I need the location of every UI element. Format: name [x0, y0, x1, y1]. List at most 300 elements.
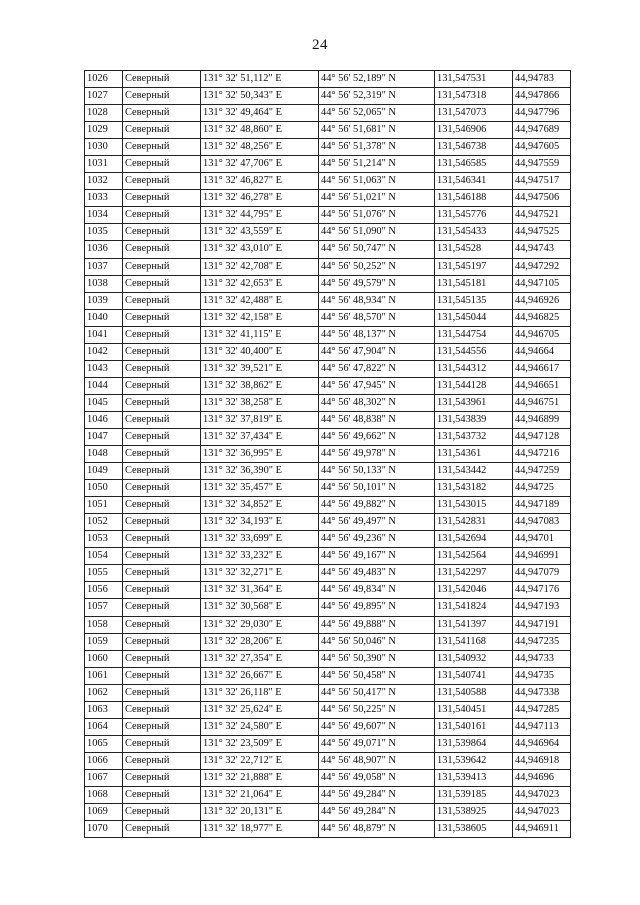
point-number-cell: 1034: [85, 207, 123, 224]
latitude-dms-cell: 44° 56' 50,225" N: [319, 701, 435, 718]
longitude-decimal-cell: 131,547531: [435, 71, 513, 88]
latitude-dms-cell: 44° 56' 49,895" N: [319, 599, 435, 616]
latitude-decimal-cell: 44,947128: [513, 428, 571, 445]
latitude-decimal-cell: 44,947193: [513, 599, 571, 616]
longitude-dms-cell: 131° 32' 51,112" E: [201, 71, 319, 88]
latitude-decimal-cell: 44,947689: [513, 122, 571, 139]
longitude-decimal-cell: 131,545044: [435, 309, 513, 326]
latitude-dms-cell: 44° 56' 49,071" N: [319, 735, 435, 752]
table-row: [85, 224, 571, 241]
latitude-dms-cell: 44° 56' 50,747" N: [319, 241, 435, 258]
longitude-decimal-cell: 131,539642: [435, 752, 513, 769]
latitude-dms-cell: 44° 56' 51,214" N: [319, 156, 435, 173]
direction-cell: Северный: [123, 633, 201, 650]
direction-cell: Северный: [123, 804, 201, 821]
point-number-cell: 1069: [85, 804, 123, 821]
longitude-dms-cell: 131° 32' 50,343" E: [201, 88, 319, 105]
latitude-decimal-cell: 44,947866: [513, 88, 571, 105]
longitude-dms-cell: 131° 32' 42,653" E: [201, 275, 319, 292]
table-row: [85, 105, 571, 122]
latitude-decimal-cell: 44,946964: [513, 735, 571, 752]
longitude-decimal-cell: 131,544312: [435, 360, 513, 377]
latitude-dms-cell: 44° 56' 49,834" N: [319, 582, 435, 599]
longitude-decimal-cell: 131,539413: [435, 769, 513, 786]
table-row: [85, 531, 571, 548]
longitude-dms-cell: 131° 32' 34,193" E: [201, 514, 319, 531]
table-row: [85, 156, 571, 173]
table-row: [85, 582, 571, 599]
latitude-decimal-cell: 44,947506: [513, 190, 571, 207]
longitude-dms-cell: 131° 32' 46,827" E: [201, 173, 319, 190]
longitude-decimal-cell: 131,543442: [435, 463, 513, 480]
longitude-decimal-cell: 131,547073: [435, 105, 513, 122]
longitude-decimal-cell: 131,545776: [435, 207, 513, 224]
latitude-dms-cell: 44° 56' 51,378" N: [319, 139, 435, 156]
latitude-decimal-cell: 44,947517: [513, 173, 571, 190]
latitude-decimal-cell: 44,946899: [513, 411, 571, 428]
longitude-dms-cell: 131° 32' 37,434" E: [201, 428, 319, 445]
latitude-decimal-cell: 44,94743: [513, 241, 571, 258]
point-number-cell: 1050: [85, 480, 123, 497]
latitude-decimal-cell: 44,947235: [513, 633, 571, 650]
latitude-decimal-cell: 44,947559: [513, 156, 571, 173]
table-row: [85, 821, 571, 838]
point-number-cell: 1041: [85, 326, 123, 343]
latitude-dms-cell: 44° 56' 52,319" N: [319, 88, 435, 105]
direction-cell: Северный: [123, 139, 201, 156]
point-number-cell: 1059: [85, 633, 123, 650]
latitude-decimal-cell: 44,946926: [513, 292, 571, 309]
latitude-dms-cell: 44° 56' 48,934" N: [319, 292, 435, 309]
longitude-dms-cell: 131° 32' 28,206" E: [201, 633, 319, 650]
latitude-dms-cell: 44° 56' 51,090" N: [319, 224, 435, 241]
point-number-cell: 1054: [85, 548, 123, 565]
longitude-dms-cell: 131° 32' 27,354" E: [201, 650, 319, 667]
direction-cell: Северный: [123, 565, 201, 582]
table-row: [85, 786, 571, 803]
point-number-cell: 1029: [85, 122, 123, 139]
longitude-decimal-cell: 131,543015: [435, 497, 513, 514]
longitude-decimal-cell: 131,540451: [435, 701, 513, 718]
direction-cell: Северный: [123, 343, 201, 360]
point-number-cell: 1066: [85, 752, 123, 769]
longitude-dms-cell: 131° 32' 35,457" E: [201, 480, 319, 497]
latitude-dms-cell: 44° 56' 49,882" N: [319, 497, 435, 514]
longitude-dms-cell: 131° 32' 36,390" E: [201, 463, 319, 480]
table-row: [85, 122, 571, 139]
direction-cell: Северный: [123, 258, 201, 275]
direction-cell: Северный: [123, 667, 201, 684]
longitude-decimal-cell: 131,546188: [435, 190, 513, 207]
table-row: [85, 565, 571, 582]
latitude-decimal-cell: 44,947189: [513, 497, 571, 514]
longitude-decimal-cell: 131,543961: [435, 394, 513, 411]
table-row: [85, 343, 571, 360]
point-number-cell: 1027: [85, 88, 123, 105]
point-number-cell: 1051: [85, 497, 123, 514]
latitude-dms-cell: 44° 56' 48,907" N: [319, 752, 435, 769]
latitude-dms-cell: 44° 56' 51,681" N: [319, 122, 435, 139]
point-number-cell: 1039: [85, 292, 123, 309]
latitude-decimal-cell: 44,947521: [513, 207, 571, 224]
latitude-dms-cell: 44° 56' 49,167" N: [319, 548, 435, 565]
latitude-decimal-cell: 44,947216: [513, 446, 571, 463]
table-row: [85, 769, 571, 786]
longitude-dms-cell: 131° 32' 44,795" E: [201, 207, 319, 224]
longitude-decimal-cell: 131,545197: [435, 258, 513, 275]
direction-cell: Северный: [123, 548, 201, 565]
latitude-decimal-cell: 44,947176: [513, 582, 571, 599]
coordinates-table: [84, 70, 571, 838]
longitude-dms-cell: 131° 32' 43,010" E: [201, 241, 319, 258]
latitude-dms-cell: 44° 56' 48,838" N: [319, 411, 435, 428]
latitude-dms-cell: 44° 56' 49,662" N: [319, 428, 435, 445]
latitude-decimal-cell: 44,947285: [513, 701, 571, 718]
direction-cell: Северный: [123, 411, 201, 428]
latitude-dms-cell: 44° 56' 49,497" N: [319, 514, 435, 531]
page-number: 24: [312, 37, 328, 53]
latitude-decimal-cell: 44,947525: [513, 224, 571, 241]
longitude-decimal-cell: 131,540932: [435, 650, 513, 667]
longitude-dms-cell: 131° 32' 38,258" E: [201, 394, 319, 411]
direction-cell: Северный: [123, 650, 201, 667]
table-row: [85, 71, 571, 88]
direction-cell: Северный: [123, 428, 201, 445]
direction-cell: Северный: [123, 122, 201, 139]
direction-cell: Северный: [123, 718, 201, 735]
latitude-dms-cell: 44° 56' 48,137" N: [319, 326, 435, 343]
latitude-decimal-cell: 44,946705: [513, 326, 571, 343]
latitude-decimal-cell: 44,94735: [513, 667, 571, 684]
latitude-decimal-cell: 44,947083: [513, 514, 571, 531]
longitude-decimal-cell: 131,542831: [435, 514, 513, 531]
longitude-decimal-cell: 131,538605: [435, 821, 513, 838]
direction-cell: Северный: [123, 480, 201, 497]
longitude-decimal-cell: 131,539185: [435, 786, 513, 803]
point-number-cell: 1043: [85, 360, 123, 377]
longitude-decimal-cell: 131,544556: [435, 343, 513, 360]
longitude-decimal-cell: 131,546738: [435, 139, 513, 156]
point-number-cell: 1042: [85, 343, 123, 360]
table-row: [85, 804, 571, 821]
table-row: [85, 377, 571, 394]
point-number-cell: 1064: [85, 718, 123, 735]
latitude-dms-cell: 44° 56' 48,302" N: [319, 394, 435, 411]
longitude-decimal-cell: 131,540741: [435, 667, 513, 684]
latitude-decimal-cell: 44,947605: [513, 139, 571, 156]
latitude-dms-cell: 44° 56' 47,945" N: [319, 377, 435, 394]
table-row: [85, 701, 571, 718]
direction-cell: Северный: [123, 582, 201, 599]
longitude-dms-cell: 131° 32' 26,667" E: [201, 667, 319, 684]
longitude-dms-cell: 131° 32' 21,888" E: [201, 769, 319, 786]
direction-cell: Северный: [123, 105, 201, 122]
table-row: [85, 616, 571, 633]
latitude-dms-cell: 44° 56' 48,570" N: [319, 309, 435, 326]
longitude-dms-cell: 131° 32' 36,995" E: [201, 446, 319, 463]
point-number-cell: 1028: [85, 105, 123, 122]
latitude-dms-cell: 44° 56' 51,021" N: [319, 190, 435, 207]
point-number-cell: 1068: [85, 786, 123, 803]
point-number-cell: 1032: [85, 173, 123, 190]
point-number-cell: 1060: [85, 650, 123, 667]
point-number-cell: 1033: [85, 190, 123, 207]
point-number-cell: 1030: [85, 139, 123, 156]
direction-cell: Северный: [123, 326, 201, 343]
point-number-cell: 1063: [85, 701, 123, 718]
latitude-dms-cell: 44° 56' 49,607" N: [319, 718, 435, 735]
longitude-dms-cell: 131° 32' 42,708" E: [201, 258, 319, 275]
point-number-cell: 1049: [85, 463, 123, 480]
latitude-decimal-cell: 44,947259: [513, 463, 571, 480]
point-number-cell: 1058: [85, 616, 123, 633]
table-row: [85, 190, 571, 207]
point-number-cell: 1061: [85, 667, 123, 684]
latitude-dms-cell: 44° 56' 52,189" N: [319, 71, 435, 88]
table-row: [85, 752, 571, 769]
longitude-dms-cell: 131° 32' 47,706" E: [201, 156, 319, 173]
longitude-decimal-cell: 131,544128: [435, 377, 513, 394]
point-number-cell: 1037: [85, 258, 123, 275]
point-number-cell: 1053: [85, 531, 123, 548]
table-row: [85, 480, 571, 497]
longitude-decimal-cell: 131,541824: [435, 599, 513, 616]
table-row: [85, 514, 571, 531]
direction-cell: Северный: [123, 514, 201, 531]
direction-cell: Северный: [123, 275, 201, 292]
point-number-cell: 1052: [85, 514, 123, 531]
longitude-dms-cell: 131° 32' 40,400" E: [201, 343, 319, 360]
latitude-dms-cell: 44° 56' 49,579" N: [319, 275, 435, 292]
point-number-cell: 1057: [85, 599, 123, 616]
table-row: [85, 360, 571, 377]
latitude-decimal-cell: 44,947105: [513, 275, 571, 292]
direction-cell: Северный: [123, 497, 201, 514]
point-number-cell: 1062: [85, 684, 123, 701]
longitude-decimal-cell: 131,54361: [435, 446, 513, 463]
direction-cell: Северный: [123, 309, 201, 326]
table-row: [85, 394, 571, 411]
point-number-cell: 1045: [85, 394, 123, 411]
longitude-decimal-cell: 131,547318: [435, 88, 513, 105]
table-row: [85, 326, 571, 343]
longitude-decimal-cell: 131,546585: [435, 156, 513, 173]
coordinates-table-body: [85, 71, 571, 838]
direction-cell: Северный: [123, 446, 201, 463]
longitude-decimal-cell: 131,545433: [435, 224, 513, 241]
point-number-cell: 1026: [85, 71, 123, 88]
latitude-dms-cell: 44° 56' 49,284" N: [319, 804, 435, 821]
latitude-decimal-cell: 44,947796: [513, 105, 571, 122]
table-row: [85, 548, 571, 565]
latitude-dms-cell: 44° 56' 48,879" N: [319, 821, 435, 838]
table-row: [85, 88, 571, 105]
longitude-dms-cell: 131° 32' 37,819" E: [201, 411, 319, 428]
table-row: [85, 684, 571, 701]
point-number-cell: 1036: [85, 241, 123, 258]
longitude-dms-cell: 131° 32' 41,115" E: [201, 326, 319, 343]
table-row: [85, 718, 571, 735]
latitude-dms-cell: 44° 56' 49,236" N: [319, 531, 435, 548]
direction-cell: Северный: [123, 207, 201, 224]
direction-cell: Северный: [123, 735, 201, 752]
latitude-decimal-cell: 44,947191: [513, 616, 571, 633]
point-number-cell: 1055: [85, 565, 123, 582]
latitude-decimal-cell: 44,946918: [513, 752, 571, 769]
longitude-decimal-cell: 131,542046: [435, 582, 513, 599]
latitude-decimal-cell: 44,94783: [513, 71, 571, 88]
longitude-decimal-cell: 131,542297: [435, 565, 513, 582]
longitude-dms-cell: 131° 32' 20,131" E: [201, 804, 319, 821]
point-number-cell: 1048: [85, 446, 123, 463]
direction-cell: Северный: [123, 71, 201, 88]
direction-cell: Северный: [123, 701, 201, 718]
point-number-cell: 1065: [85, 735, 123, 752]
point-number-cell: 1067: [85, 769, 123, 786]
table-row: [85, 411, 571, 428]
longitude-decimal-cell: 131,540161: [435, 718, 513, 735]
latitude-dms-cell: 44° 56' 49,483" N: [319, 565, 435, 582]
direction-cell: Северный: [123, 463, 201, 480]
direction-cell: Северный: [123, 173, 201, 190]
longitude-dms-cell: 131° 32' 39,521" E: [201, 360, 319, 377]
latitude-decimal-cell: 44,947023: [513, 786, 571, 803]
longitude-decimal-cell: 131,538925: [435, 804, 513, 821]
longitude-dms-cell: 131° 32' 48,860" E: [201, 122, 319, 139]
latitude-dms-cell: 44° 56' 50,046" N: [319, 633, 435, 650]
direction-cell: Северный: [123, 616, 201, 633]
latitude-decimal-cell: 44,947079: [513, 565, 571, 582]
table-row: [85, 633, 571, 650]
latitude-decimal-cell: 44,94733: [513, 650, 571, 667]
longitude-decimal-cell: 131,543182: [435, 480, 513, 497]
point-number-cell: 1056: [85, 582, 123, 599]
direction-cell: Северный: [123, 599, 201, 616]
longitude-decimal-cell: 131,545135: [435, 292, 513, 309]
latitude-dms-cell: 44° 56' 49,888" N: [319, 616, 435, 633]
latitude-dms-cell: 44° 56' 50,101" N: [319, 480, 435, 497]
latitude-decimal-cell: 44,94664: [513, 343, 571, 360]
direction-cell: Северный: [123, 224, 201, 241]
longitude-dms-cell: 131° 32' 32,271" E: [201, 565, 319, 582]
table-row: [85, 309, 571, 326]
latitude-decimal-cell: 44,94696: [513, 769, 571, 786]
longitude-dms-cell: 131° 32' 22,712" E: [201, 752, 319, 769]
latitude-dms-cell: 44° 56' 50,390" N: [319, 650, 435, 667]
direction-cell: Северный: [123, 377, 201, 394]
table-row: [85, 599, 571, 616]
latitude-decimal-cell: 44,947292: [513, 258, 571, 275]
direction-cell: Северный: [123, 786, 201, 803]
point-number-cell: 1047: [85, 428, 123, 445]
longitude-decimal-cell: 131,546341: [435, 173, 513, 190]
longitude-dms-cell: 131° 32' 29,030" E: [201, 616, 319, 633]
longitude-decimal-cell: 131,542694: [435, 531, 513, 548]
latitude-decimal-cell: 44,946751: [513, 394, 571, 411]
latitude-decimal-cell: 44,947023: [513, 804, 571, 821]
latitude-dms-cell: 44° 56' 49,978" N: [319, 446, 435, 463]
longitude-decimal-cell: 131,544754: [435, 326, 513, 343]
point-number-cell: 1035: [85, 224, 123, 241]
longitude-dms-cell: 131° 32' 43,559" E: [201, 224, 319, 241]
longitude-dms-cell: 131° 32' 38,862" E: [201, 377, 319, 394]
direction-cell: Северный: [123, 531, 201, 548]
latitude-decimal-cell: 44,946651: [513, 377, 571, 394]
point-number-cell: 1046: [85, 411, 123, 428]
longitude-decimal-cell: 131,54528: [435, 241, 513, 258]
longitude-dms-cell: 131° 32' 31,364" E: [201, 582, 319, 599]
latitude-dms-cell: 44° 56' 50,252" N: [319, 258, 435, 275]
direction-cell: Северный: [123, 241, 201, 258]
longitude-dms-cell: 131° 32' 48,256" E: [201, 139, 319, 156]
table-row: [85, 292, 571, 309]
longitude-dms-cell: 131° 32' 25,624" E: [201, 701, 319, 718]
direction-cell: Северный: [123, 394, 201, 411]
direction-cell: Северный: [123, 752, 201, 769]
longitude-dms-cell: 131° 32' 33,699" E: [201, 531, 319, 548]
latitude-decimal-cell: 44,946991: [513, 548, 571, 565]
longitude-decimal-cell: 131,543732: [435, 428, 513, 445]
latitude-dms-cell: 44° 56' 49,284" N: [319, 786, 435, 803]
latitude-decimal-cell: 44,946617: [513, 360, 571, 377]
latitude-dms-cell: 44° 56' 50,458" N: [319, 667, 435, 684]
table-row: [85, 735, 571, 752]
direction-cell: Северный: [123, 292, 201, 309]
longitude-dms-cell: 131° 32' 34,852" E: [201, 497, 319, 514]
longitude-dms-cell: 131° 32' 46,278" E: [201, 190, 319, 207]
table-row: [85, 207, 571, 224]
table-row: [85, 667, 571, 684]
longitude-dms-cell: 131° 32' 42,488" E: [201, 292, 319, 309]
latitude-dms-cell: 44° 56' 49,058" N: [319, 769, 435, 786]
direction-cell: Северный: [123, 360, 201, 377]
longitude-dms-cell: 131° 32' 23,509" E: [201, 735, 319, 752]
direction-cell: Северный: [123, 684, 201, 701]
table-row: [85, 497, 571, 514]
table-row: [85, 139, 571, 156]
table-row: [85, 173, 571, 190]
table-row: [85, 258, 571, 275]
latitude-dms-cell: 44° 56' 50,133" N: [319, 463, 435, 480]
table-row: [85, 463, 571, 480]
point-number-cell: 1040: [85, 309, 123, 326]
longitude-dms-cell: 131° 32' 24,580" E: [201, 718, 319, 735]
longitude-dms-cell: 131° 32' 33,232" E: [201, 548, 319, 565]
table-row: [85, 241, 571, 258]
latitude-dms-cell: 44° 56' 47,822" N: [319, 360, 435, 377]
point-number-cell: 1031: [85, 156, 123, 173]
direction-cell: Северный: [123, 156, 201, 173]
point-number-cell: 1038: [85, 275, 123, 292]
table-row: [85, 428, 571, 445]
table-row: [85, 446, 571, 463]
latitude-decimal-cell: 44,947113: [513, 718, 571, 735]
latitude-decimal-cell: 44,947338: [513, 684, 571, 701]
direction-cell: Северный: [123, 821, 201, 838]
longitude-decimal-cell: 131,540588: [435, 684, 513, 701]
point-number-cell: 1044: [85, 377, 123, 394]
latitude-dms-cell: 44° 56' 51,063" N: [319, 173, 435, 190]
direction-cell: Северный: [123, 769, 201, 786]
latitude-decimal-cell: 44,94725: [513, 480, 571, 497]
table-row: [85, 275, 571, 292]
longitude-decimal-cell: 131,546906: [435, 122, 513, 139]
longitude-decimal-cell: 131,541397: [435, 616, 513, 633]
point-number-cell: 1070: [85, 821, 123, 838]
latitude-dms-cell: 44° 56' 52,065" N: [319, 105, 435, 122]
latitude-dms-cell: 44° 56' 51,076" N: [319, 207, 435, 224]
table-row: [85, 650, 571, 667]
